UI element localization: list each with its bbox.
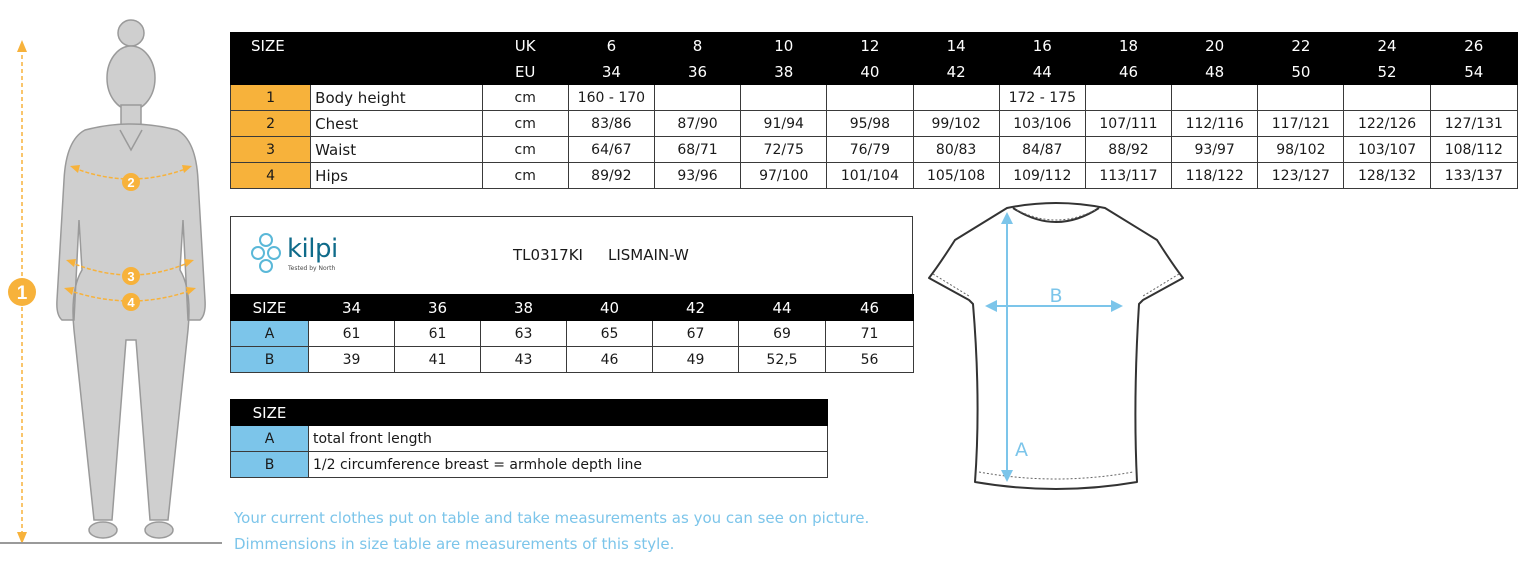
value-cell: 103/107 xyxy=(1344,137,1430,163)
row-number: 2 xyxy=(231,111,311,137)
value-cell: 98/102 xyxy=(1258,137,1344,163)
unit-cell: cm xyxy=(482,85,568,111)
product-header xyxy=(230,216,913,294)
value-cell: 56 xyxy=(826,347,914,373)
eu-size: 40 xyxy=(827,59,913,85)
table-row xyxy=(231,452,828,478)
value-cell: 67 xyxy=(653,321,739,347)
product-name: LISMAIN-W xyxy=(608,246,689,264)
value-cell: 91/94 xyxy=(741,111,827,137)
value-cell: 133/137 xyxy=(1430,163,1517,189)
uk-label: UK xyxy=(482,33,568,59)
body-size-table xyxy=(230,32,1518,189)
unit-cell: cm xyxy=(482,137,568,163)
value-cell xyxy=(913,85,999,111)
row-label: Waist xyxy=(311,137,482,163)
label-a: A xyxy=(1015,439,1028,461)
value-cell: 103/106 xyxy=(999,111,1085,137)
row-number: 3 xyxy=(231,137,311,163)
value-cell xyxy=(1258,85,1344,111)
value-cell: 160 - 170 xyxy=(568,85,654,111)
eu-label: EU xyxy=(482,59,568,85)
body-figure xyxy=(0,0,230,560)
marker-2: 2 xyxy=(127,175,135,190)
value-cell: 123/127 xyxy=(1258,163,1344,189)
row-label: B xyxy=(231,347,309,373)
row-label: A xyxy=(231,426,309,452)
marker-4: 4 xyxy=(127,295,135,310)
value-cell xyxy=(1430,85,1517,111)
value-cell: 101/104 xyxy=(827,163,913,189)
tshirt-diagram xyxy=(925,200,1187,500)
value-cell: 105/108 xyxy=(913,163,999,189)
value-cell: 46 xyxy=(567,347,653,373)
value-cell: 97/100 xyxy=(741,163,827,189)
value-cell: 122/126 xyxy=(1344,111,1430,137)
size-header-label: SIZE xyxy=(231,295,309,321)
value-cell: 93/96 xyxy=(654,163,740,189)
kilpi-logo-icon xyxy=(249,231,283,275)
uk-size: 16 xyxy=(999,33,1085,59)
marker-3: 3 xyxy=(127,269,135,284)
marker-1: 1 xyxy=(16,283,28,304)
row-number: 1 xyxy=(231,85,311,111)
value-cell: 113/117 xyxy=(1085,163,1171,189)
uk-size: 26 xyxy=(1430,33,1517,59)
uk-size: 14 xyxy=(913,33,999,59)
row-label: Hips xyxy=(311,163,482,189)
eu-size-row xyxy=(231,59,1518,85)
uk-size: 6 xyxy=(568,33,654,59)
value-cell: 118/122 xyxy=(1172,163,1258,189)
value-cell xyxy=(1085,85,1171,111)
value-cell xyxy=(827,85,913,111)
eu-size: 34 xyxy=(568,59,654,85)
size-cell: 34 xyxy=(309,295,395,321)
size-header-label: SIZE xyxy=(231,400,309,426)
value-cell: 127/131 xyxy=(1430,111,1517,137)
table-row xyxy=(231,426,828,452)
eu-size: 44 xyxy=(999,59,1085,85)
instruction-note-1: Your current clothes put on table and take measurements as you can see on picture. xyxy=(234,509,870,527)
value-cell: 61 xyxy=(309,321,395,347)
uk-size: 10 xyxy=(741,33,827,59)
value-cell: 65 xyxy=(567,321,653,347)
eu-size: 52 xyxy=(1344,59,1430,85)
size-cell: 42 xyxy=(653,295,739,321)
value-cell: 63 xyxy=(481,321,567,347)
value-cell: 61 xyxy=(395,321,481,347)
uk-size-row xyxy=(231,33,1518,59)
value-cell xyxy=(654,85,740,111)
value-cell xyxy=(1344,85,1430,111)
value-cell: 95/98 xyxy=(827,111,913,137)
value-cell: 117/121 xyxy=(1258,111,1344,137)
label-b: B xyxy=(1049,285,1063,307)
size-cell: 40 xyxy=(567,295,653,321)
value-cell: 128/132 xyxy=(1344,163,1430,189)
legend-text: total front length xyxy=(309,426,828,452)
table-row xyxy=(231,85,1518,111)
value-cell: 108/112 xyxy=(1430,137,1517,163)
table-row xyxy=(231,111,1518,137)
table-row xyxy=(231,137,1518,163)
value-cell: 93/97 xyxy=(1172,137,1258,163)
value-cell xyxy=(741,85,827,111)
eu-size: 46 xyxy=(1085,59,1171,85)
value-cell: 89/92 xyxy=(568,163,654,189)
eu-size: 38 xyxy=(741,59,827,85)
unit-cell: cm xyxy=(482,163,568,189)
value-cell: 83/86 xyxy=(568,111,654,137)
size-header-label: SIZE xyxy=(231,33,483,59)
size-cell: 46 xyxy=(826,295,914,321)
brand-name: kilpi xyxy=(287,234,338,264)
uk-size: 20 xyxy=(1172,33,1258,59)
value-cell: 99/102 xyxy=(913,111,999,137)
value-cell: 39 xyxy=(309,347,395,373)
brand-tagline: Tested by North xyxy=(288,265,336,272)
eu-size: 54 xyxy=(1430,59,1517,85)
product-code: TL0317KI xyxy=(513,246,583,264)
instruction-note-2: Dimmensions in size table are measurements of this style. xyxy=(234,535,675,553)
value-cell: 172 - 175 xyxy=(999,85,1085,111)
value-cell: 49 xyxy=(653,347,739,373)
row-number: 4 xyxy=(231,163,311,189)
row-label: Chest xyxy=(311,111,482,137)
legend-header-row xyxy=(231,400,828,426)
product-size-header-row xyxy=(231,295,914,321)
value-cell: 109/112 xyxy=(999,163,1085,189)
value-cell: 80/83 xyxy=(913,137,999,163)
value-cell: 112/116 xyxy=(1172,111,1258,137)
measurement-legend-table xyxy=(230,399,828,478)
value-cell: 76/79 xyxy=(827,137,913,163)
eu-size: 42 xyxy=(913,59,999,85)
value-cell: 87/90 xyxy=(654,111,740,137)
table-row xyxy=(231,163,1518,189)
size-cell: 38 xyxy=(481,295,567,321)
value-cell: 52,5 xyxy=(739,347,826,373)
uk-size: 18 xyxy=(1085,33,1171,59)
value-cell: 71 xyxy=(826,321,914,347)
eu-size: 50 xyxy=(1258,59,1344,85)
table-row xyxy=(231,347,914,373)
value-cell xyxy=(1172,85,1258,111)
value-cell: 69 xyxy=(739,321,826,347)
size-cell: 36 xyxy=(395,295,481,321)
eu-size: 48 xyxy=(1172,59,1258,85)
value-cell: 88/92 xyxy=(1085,137,1171,163)
value-cell: 43 xyxy=(481,347,567,373)
row-label: A xyxy=(231,321,309,347)
table-row xyxy=(231,321,914,347)
row-label: B xyxy=(231,452,309,478)
uk-size: 24 xyxy=(1344,33,1430,59)
value-cell: 68/71 xyxy=(654,137,740,163)
legend-text: 1/2 circumference breast = armhole depth line xyxy=(309,452,828,478)
value-cell: 41 xyxy=(395,347,481,373)
eu-size: 36 xyxy=(654,59,740,85)
uk-size: 12 xyxy=(827,33,913,59)
uk-size: 8 xyxy=(654,33,740,59)
value-cell: 72/75 xyxy=(741,137,827,163)
unit-cell: cm xyxy=(482,111,568,137)
value-cell: 107/111 xyxy=(1085,111,1171,137)
size-cell: 44 xyxy=(739,295,826,321)
value-cell: 84/87 xyxy=(999,137,1085,163)
value-cell: 64/67 xyxy=(568,137,654,163)
product-size-table xyxy=(230,294,914,373)
uk-size: 22 xyxy=(1258,33,1344,59)
row-label: Body height xyxy=(311,85,482,111)
